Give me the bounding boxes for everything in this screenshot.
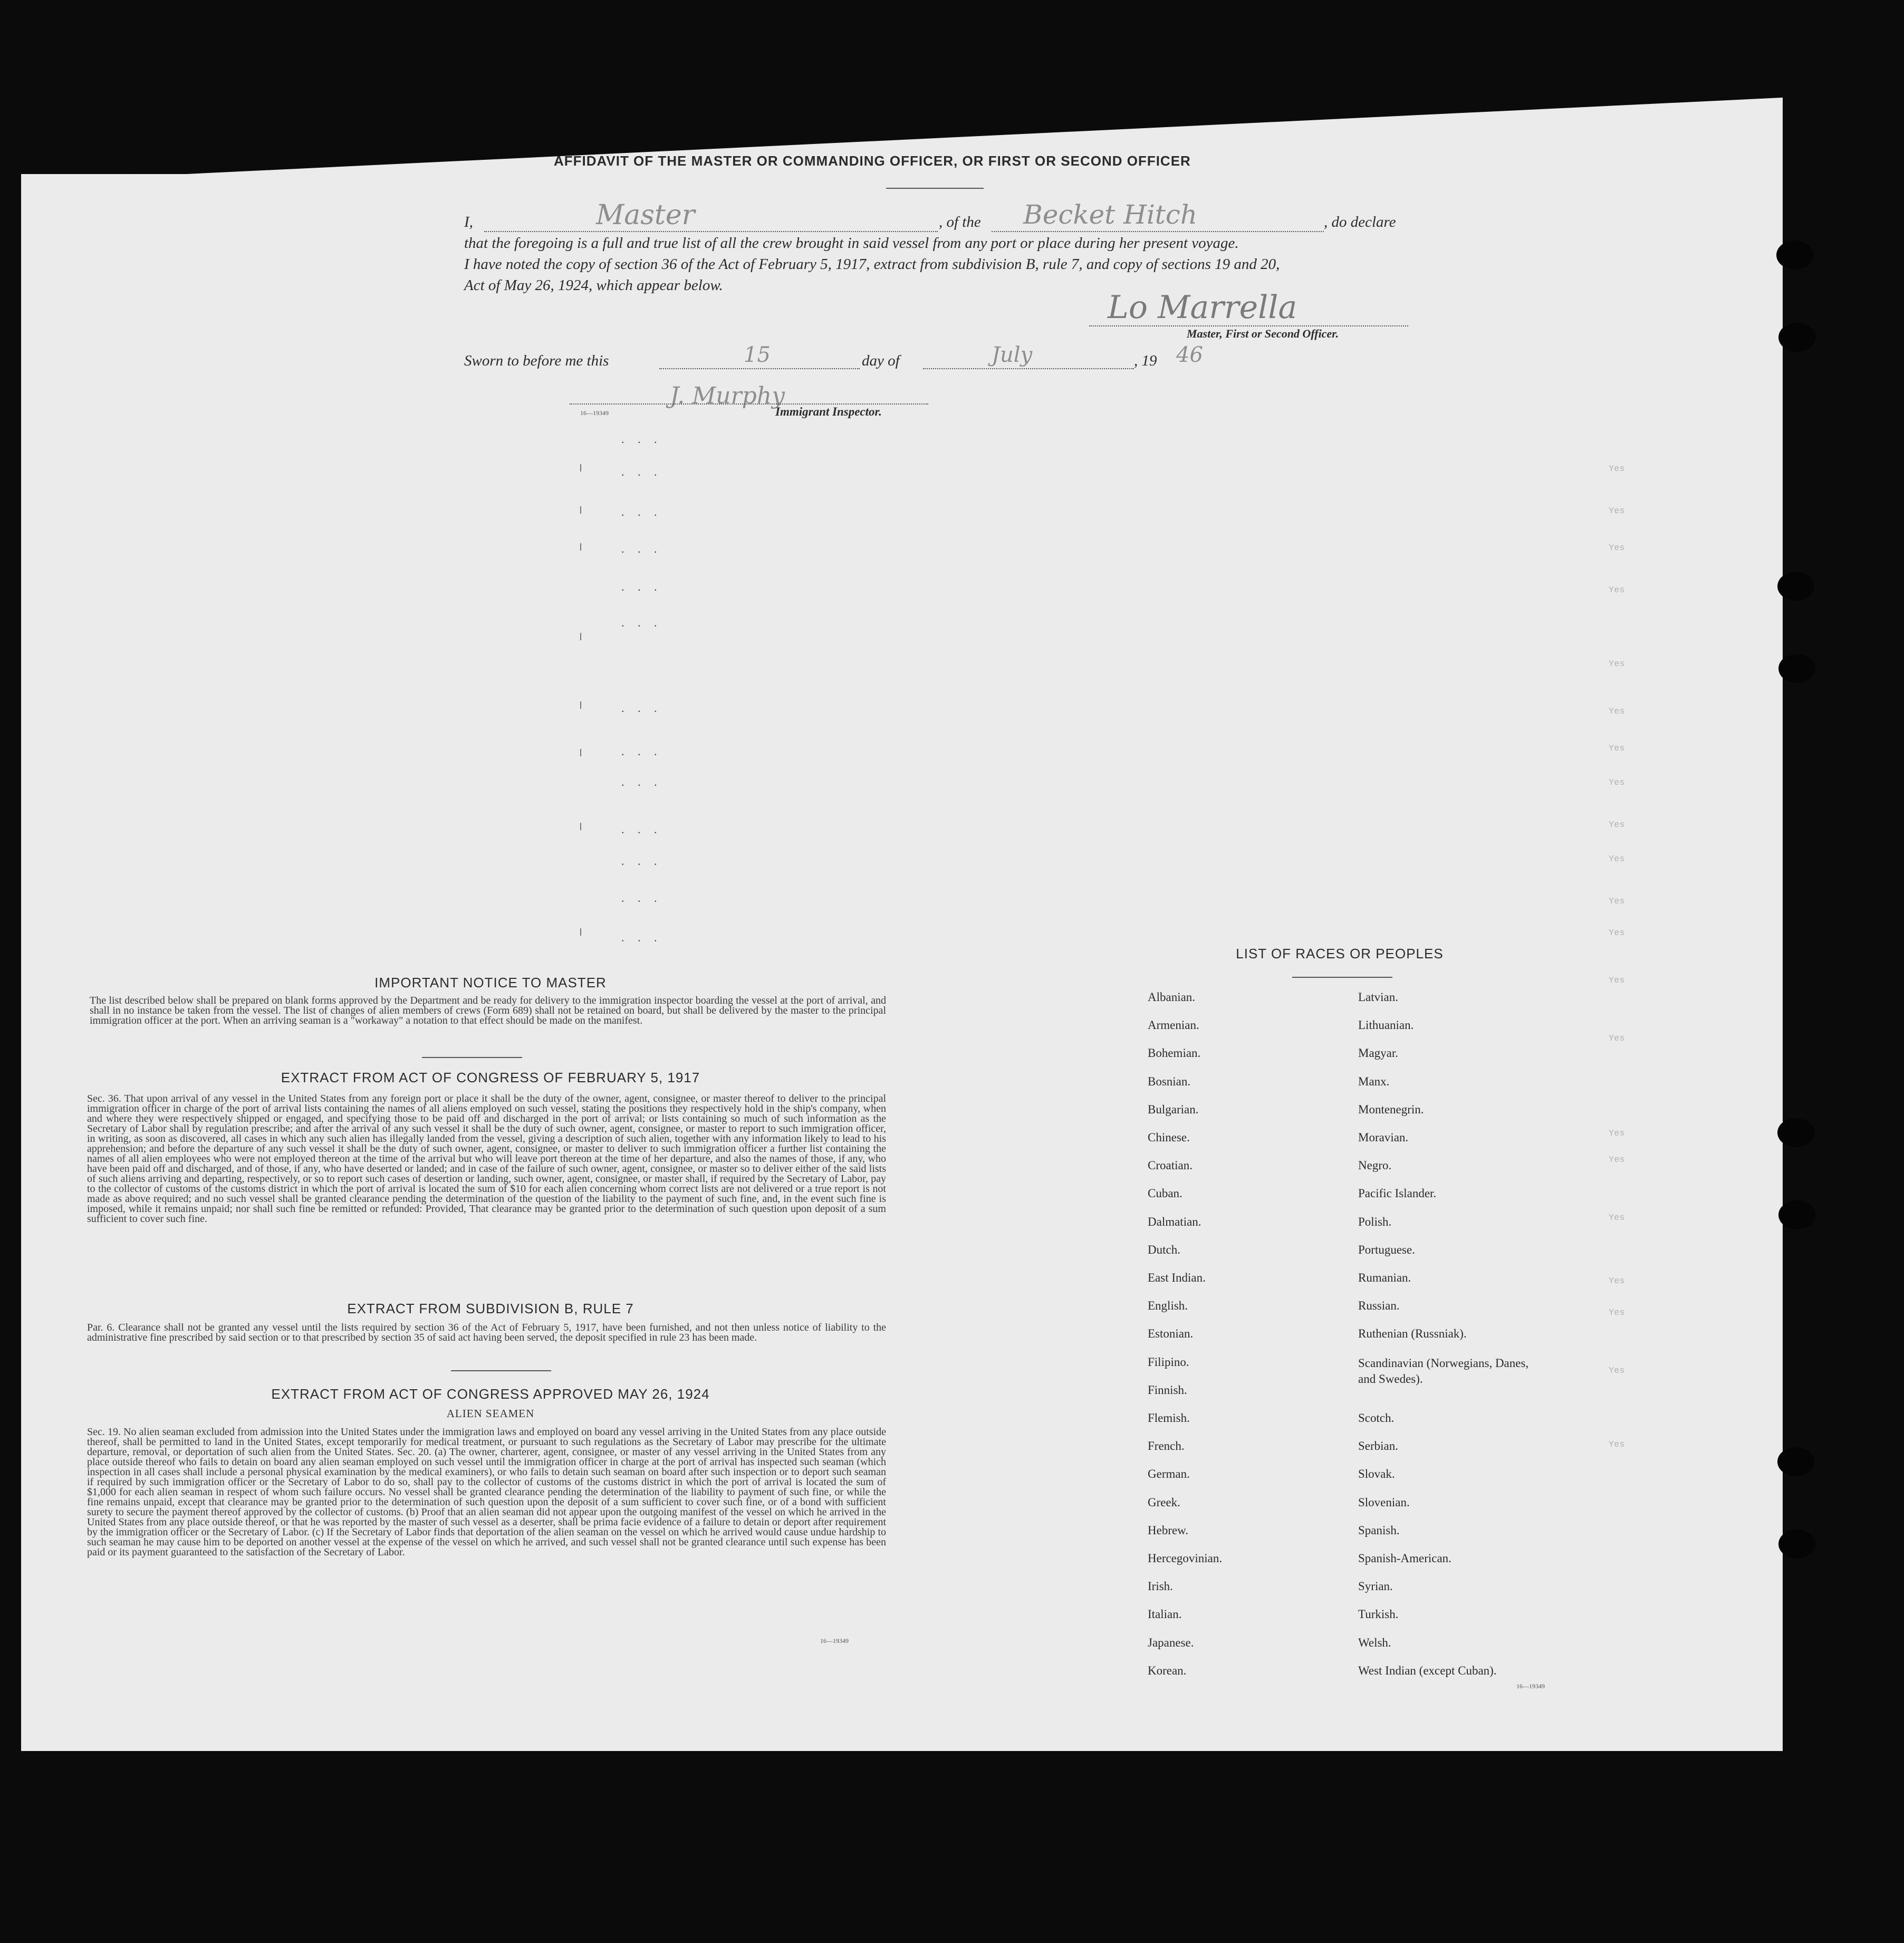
bleed-yes: Yes: [1609, 1308, 1625, 1318]
bleed-yes: Yes: [1609, 897, 1625, 907]
bleed-yes: Yes: [1609, 744, 1625, 754]
race-item: Bosnian.: [1148, 1074, 1191, 1088]
affidavit-title: AFFIDAVIT OF THE MASTER OR COMMANDING OFFICER, OR FIRST OR SECOND OFFICER: [554, 153, 1191, 169]
bleed-yes: Yes: [1609, 1155, 1625, 1165]
bleed-dots: . . .: [621, 891, 662, 905]
race-item: Moravian.: [1358, 1131, 1409, 1144]
race-item: Italian.: [1148, 1608, 1182, 1621]
bleed-yes: Yes: [1609, 585, 1625, 595]
race-item: Russian.: [1358, 1299, 1400, 1313]
punch-hole: [1777, 1447, 1814, 1476]
race-item: Scandinavian (Norwegians, Danes, and Swedes).: [1358, 1356, 1529, 1386]
race-item: Hercegovinian.: [1148, 1552, 1223, 1565]
race-item: Montenegrin.: [1358, 1102, 1424, 1116]
bleed-yes: Yes: [1609, 1276, 1625, 1286]
race-item: Filipino.: [1148, 1355, 1189, 1369]
race-item: East Indian.: [1148, 1271, 1206, 1284]
bleed-tick: [580, 543, 581, 551]
master-handwriting: Master: [596, 199, 695, 231]
vessel-handwriting: Becket Hitch: [1023, 199, 1198, 230]
bleed-yes: Yes: [1609, 543, 1625, 553]
paper-corner: [21, 98, 1783, 182]
year-prefix: , 19: [1134, 352, 1157, 369]
punch-hole: [1778, 654, 1815, 683]
bleed-yes: Yes: [1609, 464, 1625, 474]
race-item: Irish.: [1148, 1580, 1173, 1593]
race-item: Portuguese.: [1358, 1243, 1415, 1256]
punch-hole: [1778, 1530, 1815, 1559]
inspector-caption: Immigrant Inspector.: [775, 405, 882, 418]
race-item: Finnish.: [1148, 1383, 1187, 1397]
divider: [451, 1370, 551, 1371]
race-item: Syrian.: [1358, 1580, 1393, 1593]
divider: [1292, 977, 1392, 978]
race-item: Korean.: [1148, 1663, 1187, 1677]
race-item: Polish.: [1358, 1215, 1392, 1228]
race-item: Ruthenian (Russniak).: [1358, 1327, 1467, 1341]
month-handwriting: July: [992, 343, 1033, 367]
race-item: Rumanian.: [1358, 1271, 1411, 1284]
punch-hole: [1776, 241, 1813, 270]
race-item: Turkish.: [1358, 1608, 1399, 1621]
bleed-tick: [580, 506, 581, 514]
bleed-dots: . . .: [621, 931, 662, 944]
race-item: English.: [1148, 1299, 1188, 1313]
bleed-dots: . . .: [621, 542, 662, 555]
bleed-yes: Yes: [1609, 707, 1625, 717]
sworn-day-line: [659, 368, 860, 369]
race-item: Lithuanian.: [1358, 1018, 1414, 1032]
bleed-dots: . . .: [621, 505, 662, 518]
divider: [886, 188, 984, 189]
bleed-yes: Yes: [1609, 1034, 1625, 1044]
race-item: Slovak.: [1358, 1467, 1395, 1481]
bleed-yes: Yes: [1609, 854, 1625, 864]
bleed-dots: . . .: [621, 823, 662, 836]
race-item: Armenian.: [1148, 1018, 1199, 1032]
bleed-dots: . . .: [621, 580, 662, 593]
race-item: French.: [1148, 1439, 1185, 1453]
extract-rule7-body: Par. 6. Clearance shall not be granted any vessel until the lists required by section 36 of the Act of February 5, 1917, have been furnished, and not then unless notice of liability to the administrative fine prescribed by said section or to that prescribed by section 35 of said act having been served, the deposit specified in rule 23 has been made.: [87, 1322, 886, 1343]
do-declare-label: , do declare: [1324, 214, 1396, 230]
bleed-tick: [580, 701, 581, 709]
race-item: Manx.: [1358, 1074, 1390, 1088]
affidavit-line-4: Act of May 26, 1924, which appear below.: [464, 277, 723, 294]
affidavit-line-3: I have noted the copy of section 36 of the Act of February 5, 1917, extract from subdivision B, rule 7, and copy of sections 19 and 20,: [464, 256, 1280, 273]
notice-title: IMPORTANT NOTICE TO MASTER: [374, 975, 607, 990]
punch-hole: [1778, 323, 1815, 352]
sworn-day-handwriting: 15: [744, 343, 771, 367]
race-item: Albanian.: [1148, 990, 1196, 1004]
form-number: 16—19349: [580, 409, 609, 417]
vessel-name-line: [992, 231, 1324, 232]
race-item: Dutch.: [1148, 1243, 1180, 1256]
race-item: Scotch.: [1358, 1411, 1395, 1425]
race-item: Flemish.: [1148, 1411, 1190, 1425]
bleed-yes: Yes: [1609, 1366, 1625, 1376]
affidavit-line-2: that the foregoing is a full and true list of all the crew brought in said vessel from any port or place during her present voyage.: [464, 235, 1239, 252]
notice-body: The list described below shall be prepared on blank forms approved by the Department and be ready for delivery to the immigration inspector boarding the vessel at the port of arrival, and shall in no instance be taken from the vessel. The list of changes of alien members of crews (Form 689) shall not be retained on board, but shall be delivered by the master to the principal immigration officer at the port. When an arriving seaman is a "workaway" a notation to that effect should be made on the manifest.: [90, 995, 886, 1026]
bleed-dots: . . .: [621, 701, 662, 715]
alien-seamen-subtitle: ALIEN SEAMEN: [446, 1407, 535, 1420]
bleed-tick: [580, 928, 581, 936]
race-item: Magyar.: [1358, 1046, 1399, 1060]
race-item: Japanese.: [1148, 1636, 1194, 1649]
bleed-tick: [580, 749, 581, 756]
extract-1917-title: EXTRACT FROM ACT OF CONGRESS OF FEBRUARY 5, 1917: [281, 1070, 700, 1085]
signature-line: [1089, 325, 1408, 326]
bleed-yes: Yes: [1609, 659, 1625, 669]
race-item: Chinese.: [1148, 1131, 1190, 1144]
race-item: Cuban.: [1148, 1187, 1182, 1200]
race-item: Estonian.: [1148, 1327, 1194, 1341]
race-item: Greek.: [1148, 1495, 1180, 1509]
bleed-yes: Yes: [1609, 1440, 1625, 1450]
race-item: Welsh.: [1358, 1636, 1391, 1649]
race-item: Latvian.: [1358, 990, 1398, 1004]
bleed-dots: . . .: [621, 465, 662, 478]
bleed-dots: . . .: [621, 775, 662, 788]
bleed-yes: Yes: [1609, 506, 1625, 516]
master-name-line: [484, 231, 938, 232]
extract-1924-title: EXTRACT FROM ACT OF CONGRESS APPROVED MAY 26, 1924: [271, 1386, 710, 1402]
bleed-dots: . . .: [621, 745, 662, 758]
race-item: Spanish.: [1358, 1523, 1400, 1537]
extract-rule7-title: EXTRACT FROM SUBDIVISION B, RULE 7: [347, 1301, 634, 1316]
month-line: [923, 368, 1134, 369]
bleed-yes: Yes: [1609, 928, 1625, 938]
of-the-label: , of the: [939, 214, 981, 230]
year-handwriting: 46: [1176, 343, 1203, 367]
inspector-signature: J. Murphy: [670, 382, 785, 409]
race-item: Bohemian.: [1148, 1046, 1201, 1060]
inspector-line: [570, 403, 928, 405]
affidavit-i: I,: [464, 214, 473, 230]
bleed-dots: . . .: [621, 616, 662, 629]
bleed-yes: Yes: [1609, 778, 1625, 788]
day-of-label: day of: [862, 352, 900, 369]
form-number: 16—19349: [820, 1637, 849, 1644]
race-item: Spanish-American.: [1358, 1552, 1451, 1565]
bleed-tick: [580, 823, 581, 830]
extract-1924-body: Sec. 19. No alien seaman excluded from admission into the United States under the immigration laws and employed on board any vessel arriving in the United States from any place outside thereof, shall be permitted to land in the United States, except temporarily for medical treatment, or pursuant to such regulations as the Secretary of Labor may prescribe for the ultimate departure, removal, or deportation of such alien from the United States. Sec. 20. (a) The owner, charterer, agent, consignee, or master of any vessel arriving in the United States from any place outside thereof who fails to detain on board any alien seaman employed on such vessel until the immigration officer in charge at the port of arrival has inspected such seaman (which inspection in all cases shall include a personal physical examination by the medical examiners), or who fails to detain such seaman on board after such inspection or to deport such seaman if required by such immigration officer or the Secretary of Labor to do so, shall pay to the collector of customs of the customs district in which the port of arrival is located the sum of $1,000 for each alien seaman in respect of whom such failure occurs. No vessel shall be granted clearance pending the determination of the liability to payment of such fine, or while the fine remains unpaid, except that clearance may be granted prior to the determination of such question upon the deposit of a sum sufficient to cover such fine, or of a bond with sufficient surety to secure the payment thereof approved by the collector of customs. (b) Proof that an alien seaman did not appear upon the outgoing manifest of the vessel on which he arrived in the United States from any place outside thereof, or that he was reported by the master of such vessel as a deserter, shall be prima facie evidence of a failure to detain or deport after requirement by the immigration officer or the Secretary of Labor. (c) If the Secretary of Labor finds that deportation of the alien seaman on the vessel on which he arrived would cause undue hardship to such seaman he may cause him to be deported on another vessel at the expense of the vessel on which he arrived, and such vessel shall not be granted clearance until such expense has been paid or its payment guaranteed to the satisfaction of the Secretary of Labor.: [87, 1426, 886, 1558]
race-item: Slovenian.: [1358, 1495, 1410, 1509]
races-title: LIST OF RACES OR PEOPLES: [1236, 946, 1444, 961]
sworn-label: Sworn to before me this: [464, 352, 609, 369]
extract-1917-body: Sec. 36. That upon arrival of any vessel in the United States from any foreign port or place it shall be the duty of the owner, agent, consignee, or master thereof to deliver to the principal immigration officer in charge of the port of arrival lists containing the names of all aliens employed on such vessel, stating the positions they respectively hold in the ship's company, when and where they were respectively shipped or engaged, and specifying those to be paid off and discharged in the port of arrival; or lists containing so much of such information as the Secretary of Labor shall by regulation prescribe; and after the arrival of any such vessel it shall be the duty of such owner, agent, consignee, or master to report to such immigration officer, in writing, as soon as discovered, all cases in which any such alien has illegally landed from the vessel, giving a description of such alien, together with any information likely to lead to his apprehension; and before the departure of any such vessel it shall be the duty of such owner, agent, consignee, or master to deliver to such immigration officer a further list containing the names of all alien employees who were not employed thereon at the time of the arrival but who will leave port thereon at the time of her departure, and also the names of those, if any, who have been paid off and discharged, and of those, if any, who have deserted or landed; and in case of the failure of such owner, agent, consignee, or master so to deliver either of the said lists of such aliens arriving and departing, respectively, or so to report such cases of desertion or landing, such owner, agent, consignee, or master shall, if required by the Secretary of Labor, pay to the collector of customs of the customs district in which the port of arrival is located the sum of $10 for each alien concerning whom correct lists are not delivered or a true report is not made as above required; and no such vessel shall be granted clearance pending the determination of the question of the liability to the payment of such fine, and, in the event such fine is imposed, while it remains unpaid; nor shall such fine be remitted or refunded: Provided, That clearance may be granted prior to the determination of such question upon deposit of a sum sufficient to cover such fine.: [87, 1093, 886, 1225]
race-item: Pacific Islander.: [1358, 1187, 1437, 1200]
master-signature: Lo Marrella: [1108, 289, 1297, 326]
bleed-yes: Yes: [1609, 1213, 1625, 1223]
race-item: Hebrew.: [1148, 1523, 1189, 1537]
race-item: German.: [1148, 1467, 1190, 1481]
punch-hole: [1778, 1200, 1815, 1229]
bleed-yes: Yes: [1609, 820, 1625, 830]
race-item: Croatian.: [1148, 1159, 1193, 1172]
divider: [422, 1057, 522, 1058]
form-number: 16—19349: [1516, 1682, 1545, 1690]
punch-hole: [1777, 1118, 1814, 1147]
bleed-yes: Yes: [1609, 976, 1625, 986]
bleed-tick: [580, 464, 581, 472]
race-item: West Indian (except Cuban).: [1358, 1663, 1497, 1677]
bleed-yes: Yes: [1609, 1129, 1625, 1139]
bleed-dots: . . .: [621, 432, 662, 446]
race-item: Serbian.: [1358, 1439, 1399, 1453]
signature-caption: Master, First or Second Officer.: [1187, 327, 1339, 340]
race-item: Negro.: [1358, 1159, 1392, 1172]
bleed-tick: [580, 633, 581, 640]
punch-hole: [1777, 572, 1814, 601]
bleed-dots: . . .: [621, 854, 662, 868]
race-item: Bulgarian.: [1148, 1102, 1199, 1116]
race-item: Dalmatian.: [1148, 1215, 1201, 1228]
